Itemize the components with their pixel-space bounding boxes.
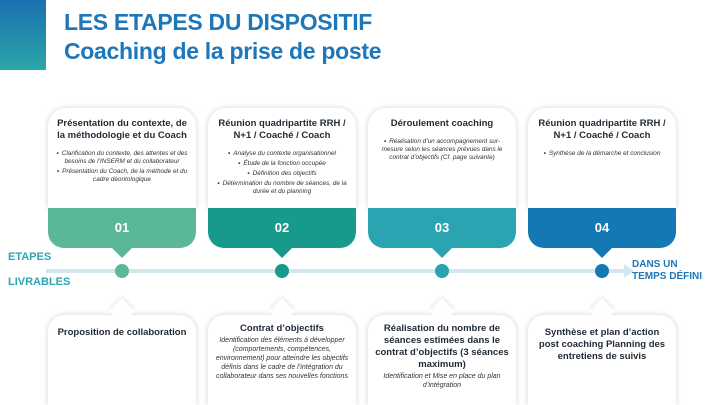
deliverable-title: Réalisation du nombre de séances estimées dans le contrat d’objectifs (3 séances maximum) [375,323,509,370]
deliverable-03 [368,315,516,405]
timeline-line [46,269,628,273]
timeline-dot-04 [595,264,609,278]
deliverable-title: Proposition de collaboration [57,327,187,338]
step-bullet: ▪ Étude de la fonction occupée [216,160,348,168]
step-bullet: ▪ Présentation du Coach, de la méthode et du cadre déontologique [56,168,188,184]
step-bullet: ▪ Réalisation d’un accompagnement sur-mesure selon les séances prévues dans le contrat d’objectifs (Cf. page suivante) [376,138,508,162]
temps-defini-label [632,259,702,283]
step-card [368,108,516,208]
step-01 [48,108,196,248]
step-03 [368,108,516,248]
step-card [48,108,196,208]
step-bullets [536,150,668,158]
deliverable-02 [208,315,356,405]
timeline-dot-01 [115,264,129,278]
step-04 [528,108,676,248]
step-card [528,108,676,208]
step-number: 01 [48,208,196,248]
step-bullet: ▪ Synthèse de la démarche et conclusion [536,150,668,158]
step-number: 03 [368,208,516,248]
step-bullet: ▪ Définition des objectifs [216,170,348,178]
step-title: Déroulement coaching [390,118,494,129]
step-title: Présentation du contexte, de la méthodologie et du Coach [57,118,187,141]
step-title: Réunion quadripartite RRH / N+1 / Coaché / Coach [218,118,346,141]
deliverable-04 [528,315,676,405]
etapes-label: ETAPES [8,251,52,263]
step-bullet: ▪ Clarification du contexte, des attentes et des besoins de l’INSERM et du collaborateur [56,150,188,166]
step-number: 02 [208,208,356,248]
title-line-2: Coaching de la prise de poste [64,38,382,64]
deliverable-detail: Identification et Mise en place du plan d’intégration [383,373,501,389]
deliverable-title: Contrat d’objectifs [240,323,324,334]
step-bullets [56,150,188,184]
temps-line-1: DANS UN [632,259,678,270]
page-title [64,8,381,66]
deliverable-detail: Identification des éléments à développer (comportements, compétences, environnement) pour atteindre les objectifs définis dans le cadre de l’intégration du collaborateur dans ses nouvelles fonctions [215,337,349,380]
step-02 [208,108,356,248]
timeline-dot-02 [275,264,289,278]
step-bullet: ▪ Détermination du nombre de séances, de la durée et du planning [216,180,348,196]
title-line-1: LES ETAPES DU DISPOSITIF [64,9,373,35]
step-number: 04 [528,208,676,248]
accent-bar [0,0,46,70]
step-bullets [216,150,348,196]
timeline-dot-03 [435,264,449,278]
step-card [208,108,356,208]
deliverable-title: Synthèse et plan d’action post coaching Planning des entretiens de suivis [538,327,666,362]
step-bullet: ▪ Analyse du contexte organisationnel [216,150,348,158]
step-title: Réunion quadripartite RRH / N+1 / Coaché / Coach [538,118,666,141]
step-bullets [376,138,508,162]
livrables-label: LIVRABLES [8,276,71,288]
temps-line-2: TEMPS DÉFINI [632,271,703,282]
deliverable-01 [48,315,196,405]
